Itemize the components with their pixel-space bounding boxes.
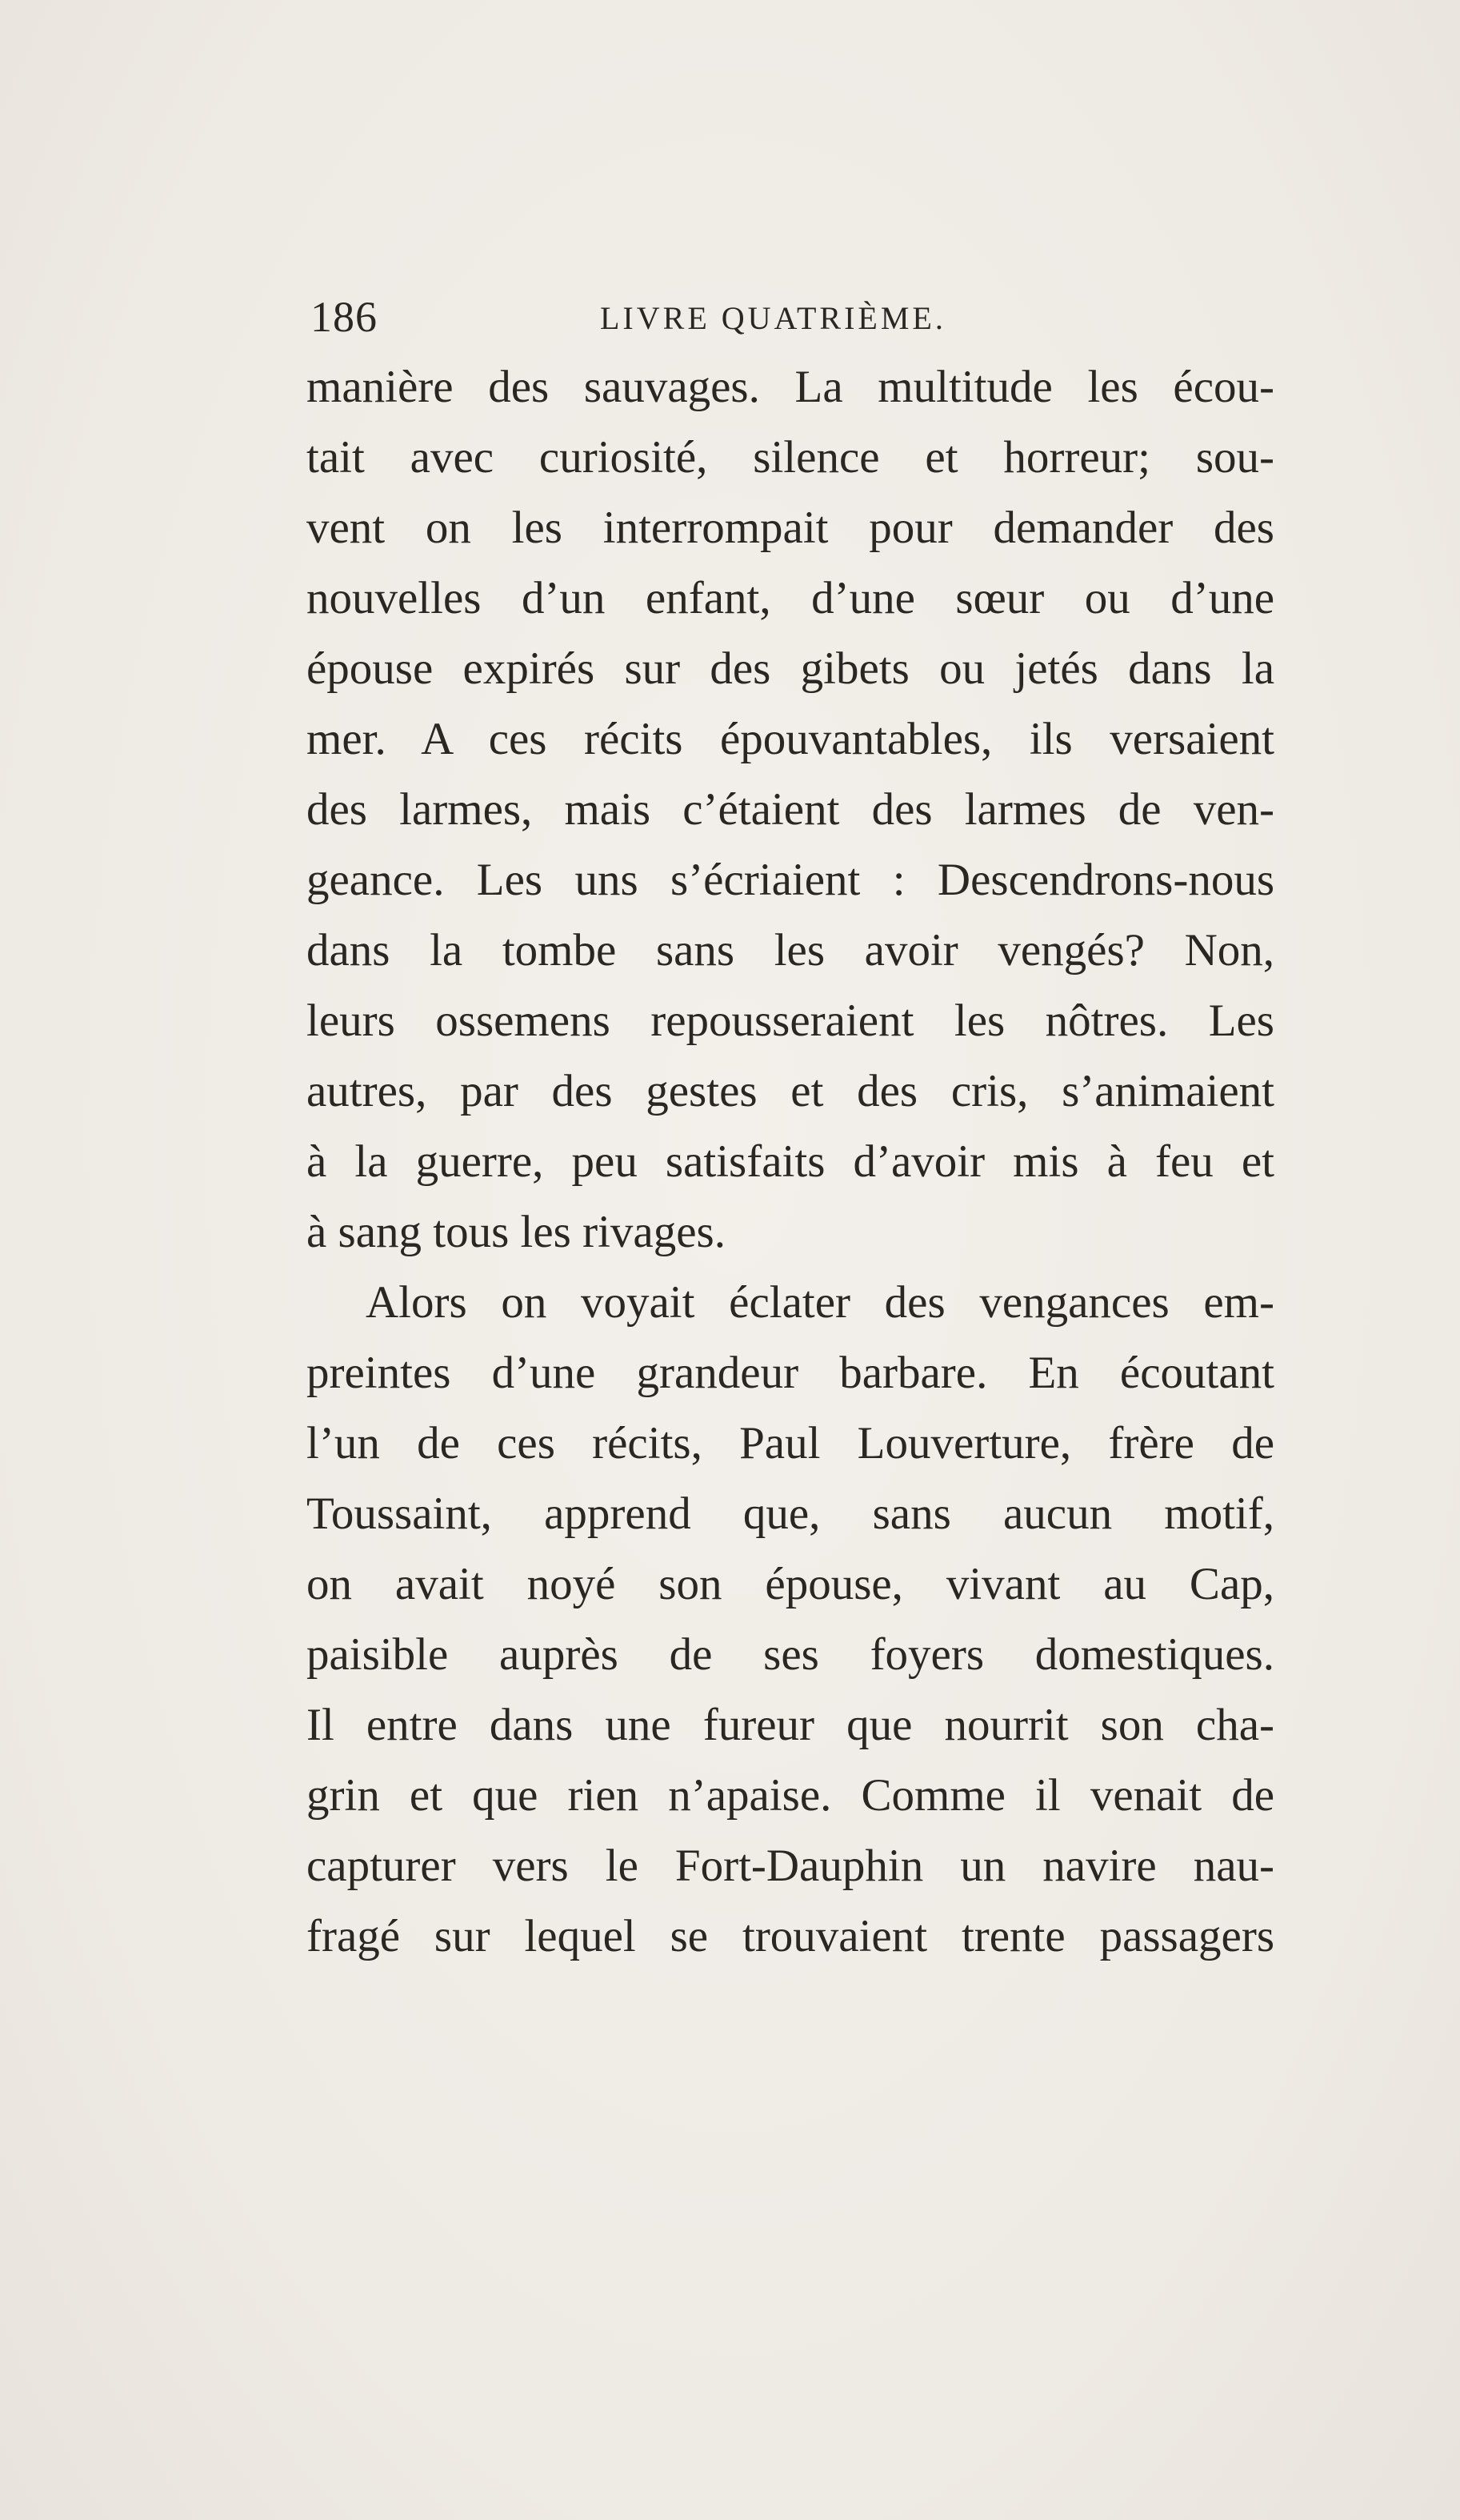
body-text	[306, 352, 1274, 1972]
text-line: leurs ossemens repousseraient les nôtres. Les	[306, 996, 1274, 1046]
text-line: capturer vers le Fort-Dauphin un navire nau-	[306, 1841, 1274, 1891]
text-line: dans la tombe sans les avoir vengés? Non,	[306, 925, 1274, 976]
text-line: mer. A ces récits épouvantables, ils versaient	[306, 714, 1274, 764]
text-line: fragé sur lequel se trouvaient trente passagers	[306, 1911, 1274, 1961]
text-line: à la guerre, peu satisfaits d’avoir mis à feu et	[306, 1136, 1274, 1187]
text-line: manière des sauvages. La multitude les écou-	[306, 362, 1274, 412]
text-line: vent on les interrompait pour demander des	[306, 503, 1274, 553]
text-line: l’un de ces récits, Paul Louverture, frère de	[306, 1418, 1274, 1468]
page-header	[310, 293, 1270, 341]
text-line: geance. Les uns s’écriaient : Descendrons-nous	[306, 855, 1274, 905]
text-line: autres, par des gestes et des cris, s’animaient	[306, 1066, 1274, 1116]
text-line: Toussaint, apprend que, sans aucun motif,	[306, 1488, 1274, 1539]
text-line: paisible auprès de ses foyers domestiques.	[306, 1629, 1274, 1680]
page-number: 186	[310, 293, 378, 341]
paragraph-start-line: Alors on voyait éclater des vengances em-	[366, 1277, 1274, 1328]
text-line: épouse expirés sur des gibets ou jetés dans la	[306, 643, 1274, 694]
text-line: on avait noyé son épouse, vivant au Cap,	[306, 1559, 1274, 1609]
text-line: nouvelles d’un enfant, d’une sœur ou d’une	[306, 573, 1274, 623]
text-line: grin et que rien n’apaise. Comme il venait de	[306, 1770, 1274, 1821]
text-line: preintes d’une grandeur barbare. En écoutant	[306, 1348, 1274, 1398]
text-line: tait avec curiosité, silence et horreur; sou-	[306, 432, 1274, 483]
text-line: des larmes, mais c’étaient des larmes de ven-	[306, 784, 1274, 835]
running-head: LIVRE QUATRIÈME.	[600, 300, 946, 336]
text-line: Il entre dans une fureur que nourrit son cha-	[306, 1700, 1274, 1750]
paragraph-end-line: à sang tous les rivages.	[306, 1207, 726, 1257]
